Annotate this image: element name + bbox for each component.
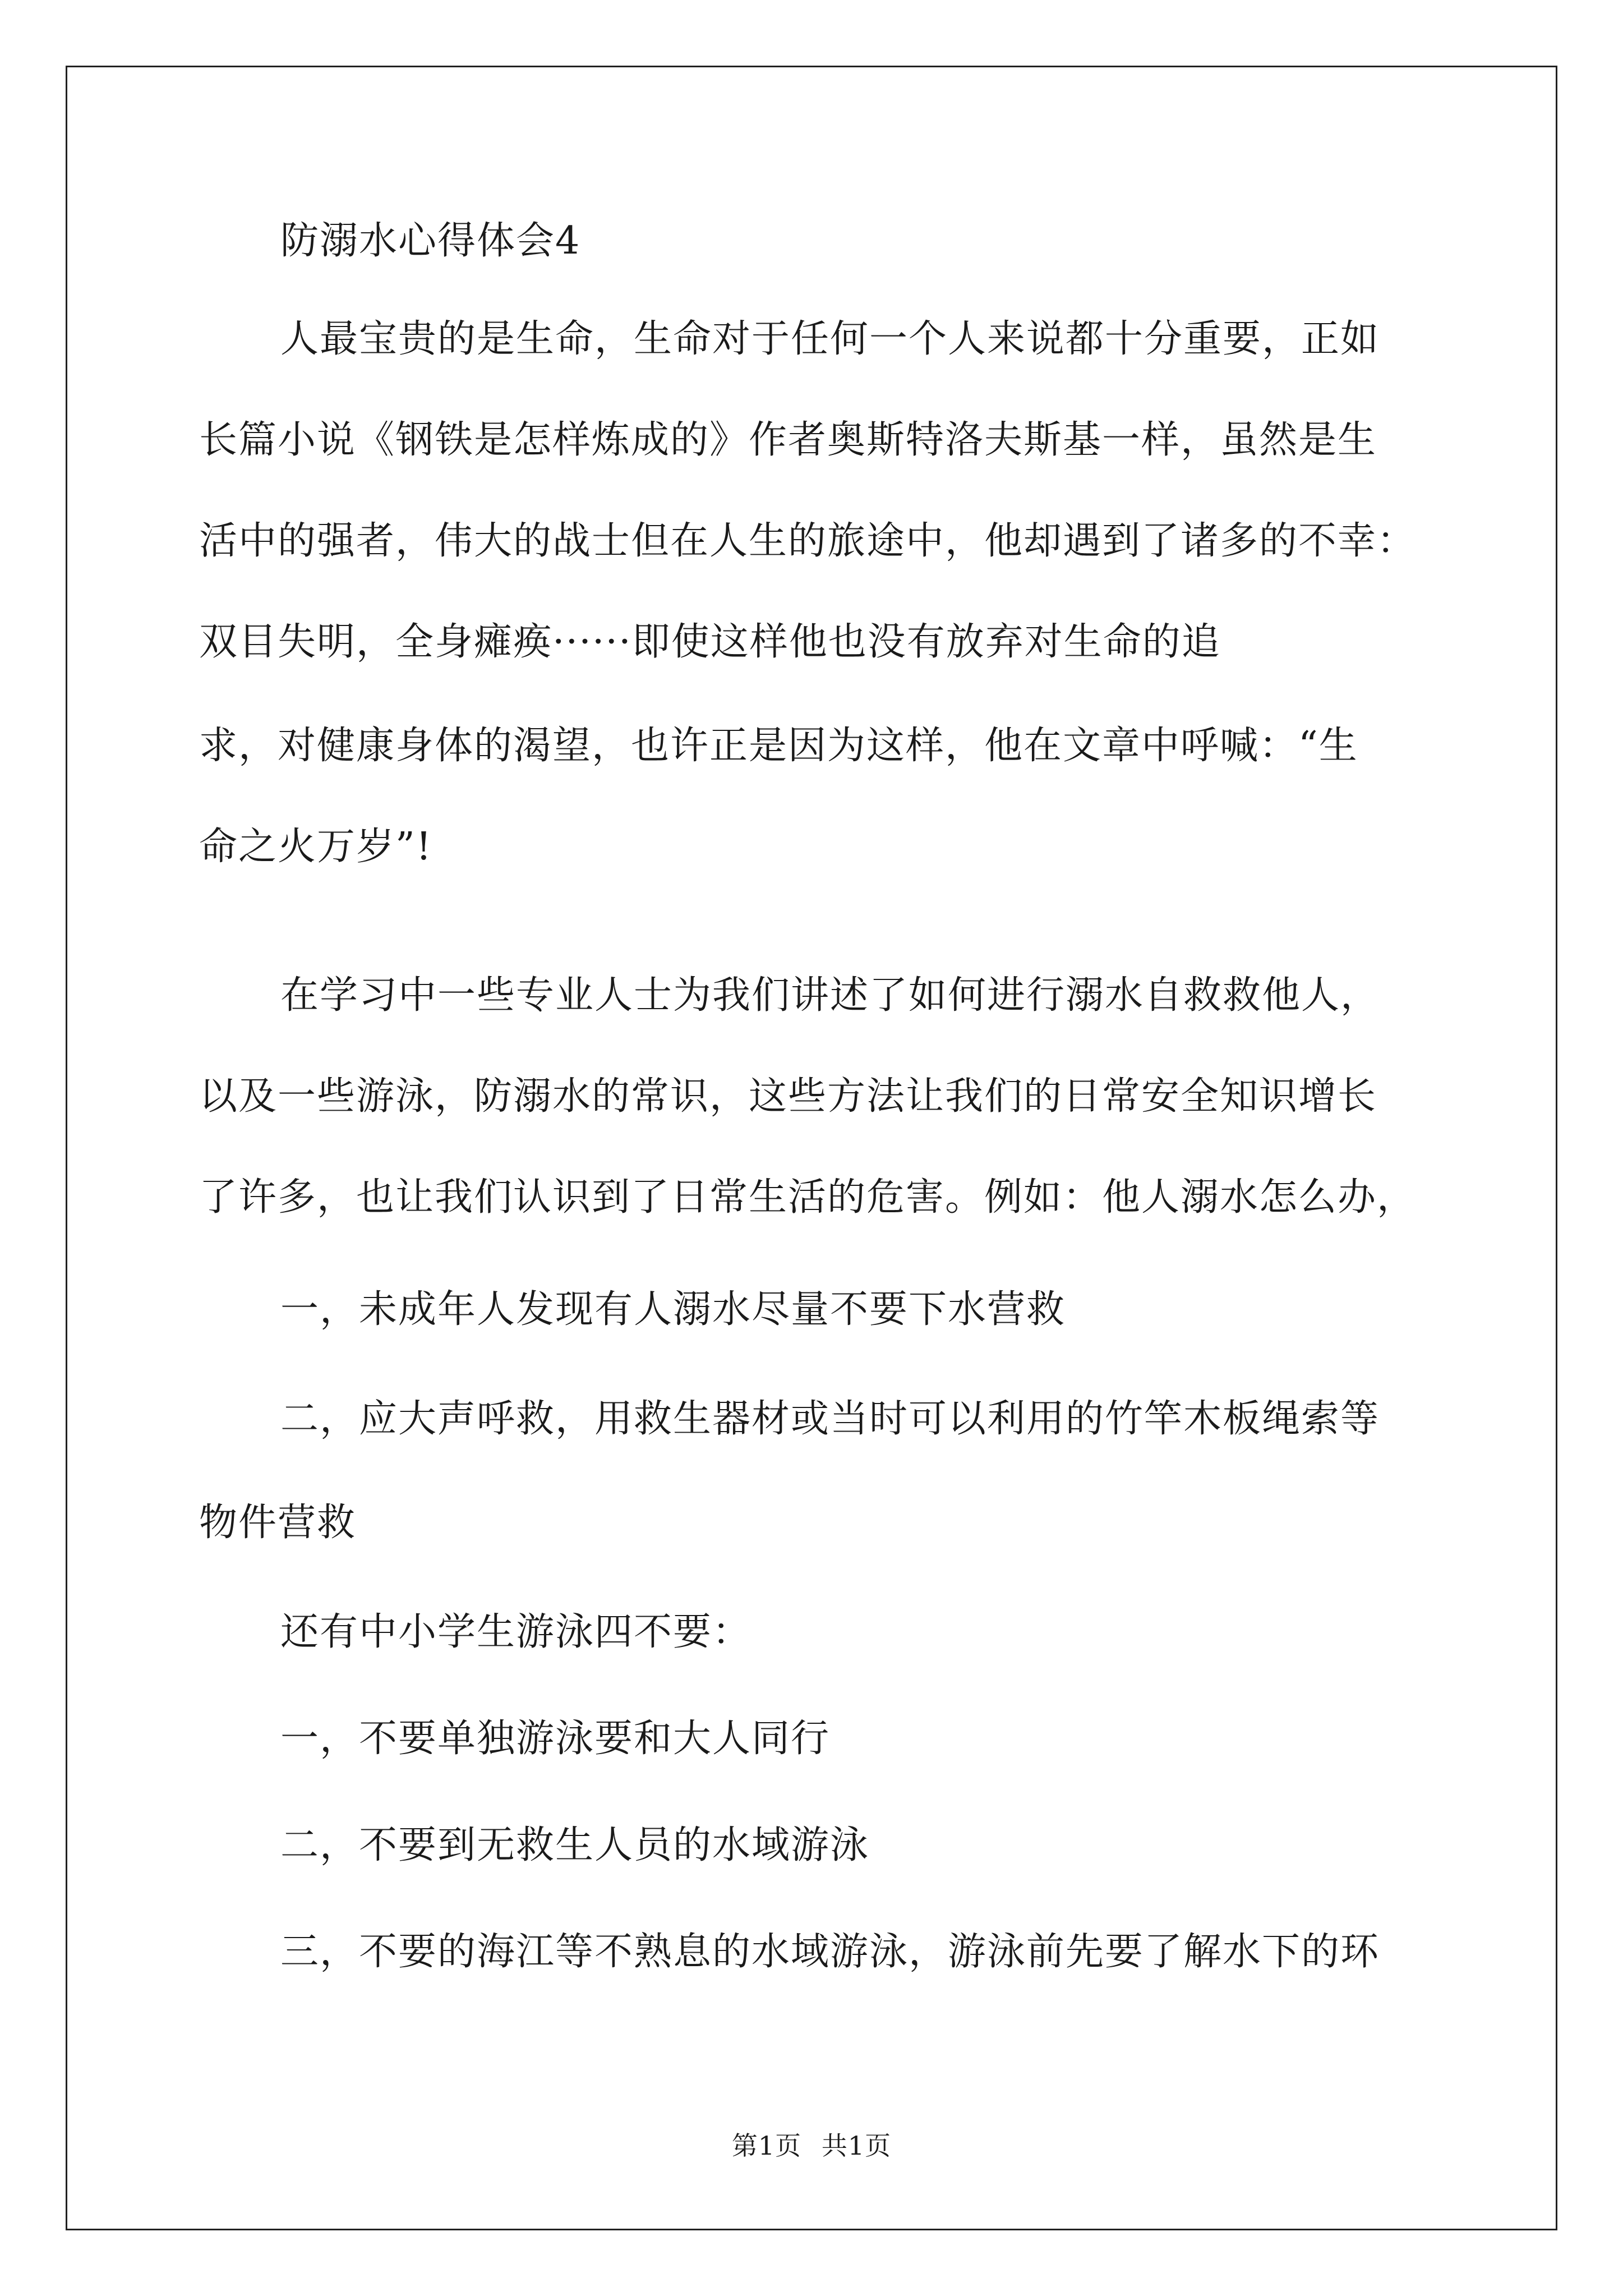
paragraph-1-line-4: 双目失明，全身瘫痪······即使这样他也没有放弃对生命的追 [199, 620, 1221, 664]
paragraph-8-line-1: 三，不要的海江等不熟息的水域游泳，游泳前先要了解水下的环 [280, 1930, 1380, 1974]
paragraph-2-line-2: 以及一些游泳，防溺水的常识，这些方法让我们的日常安全知识增长 [199, 1074, 1377, 1119]
page-total: 共1页 [821, 2131, 892, 2161]
paragraph-6-line-1: 一，不要单独游泳要和大人同行 [280, 1717, 831, 1761]
paragraph-1-line-1: 人最宝贵的是生命，生命对于任何一个人来说都十分重要，正如 [280, 317, 1380, 361]
paragraph-2-line-1: 在学习中一些专业人士为我们讲述了如何进行溺水自救救他人， [280, 973, 1380, 1018]
paragraph-5-line-1: 还有中小学生游泳四不要： [280, 1610, 752, 1654]
paragraph-1-line-6: 命之火万岁”! [199, 825, 433, 869]
page-footer [0, 2129, 1623, 2162]
paragraph-7-line-1: 二，不要到无救生人员的水域游泳 [280, 1823, 870, 1867]
paragraph-1-line-3: 活中的强者，伟大的战士但在人生的旅途中，他却遇到了诸多的不幸： [199, 519, 1417, 563]
paragraph-3-line-1: 一，未成年人发现有人溺水尽量不要下水营救 [280, 1287, 1066, 1332]
page-number: 第1页 [731, 2131, 802, 2161]
paragraph-4-line-2: 物件营救 [199, 1501, 357, 1545]
page-border [66, 66, 1557, 2230]
document-title: 防溺水心得体会4 [280, 219, 581, 263]
paragraph-1-line-5: 求，对健康身体的渴望，也许正是因为这样，他在文章中呼喊：“生 [199, 724, 1358, 768]
paragraph-1-line-2: 长篇小说《钢铁是怎样炼成的》作者奥斯特洛夫斯基一样，虽然是生 [199, 418, 1377, 462]
paragraph-2-line-3: 了许多，也让我们认识到了日常生活的危害。例如：他人溺水怎么办， [199, 1175, 1417, 1220]
paragraph-4-line-1: 二，应大声呼救，用救生器材或当时可以利用的竹竿木板绳索等 [280, 1397, 1380, 1441]
